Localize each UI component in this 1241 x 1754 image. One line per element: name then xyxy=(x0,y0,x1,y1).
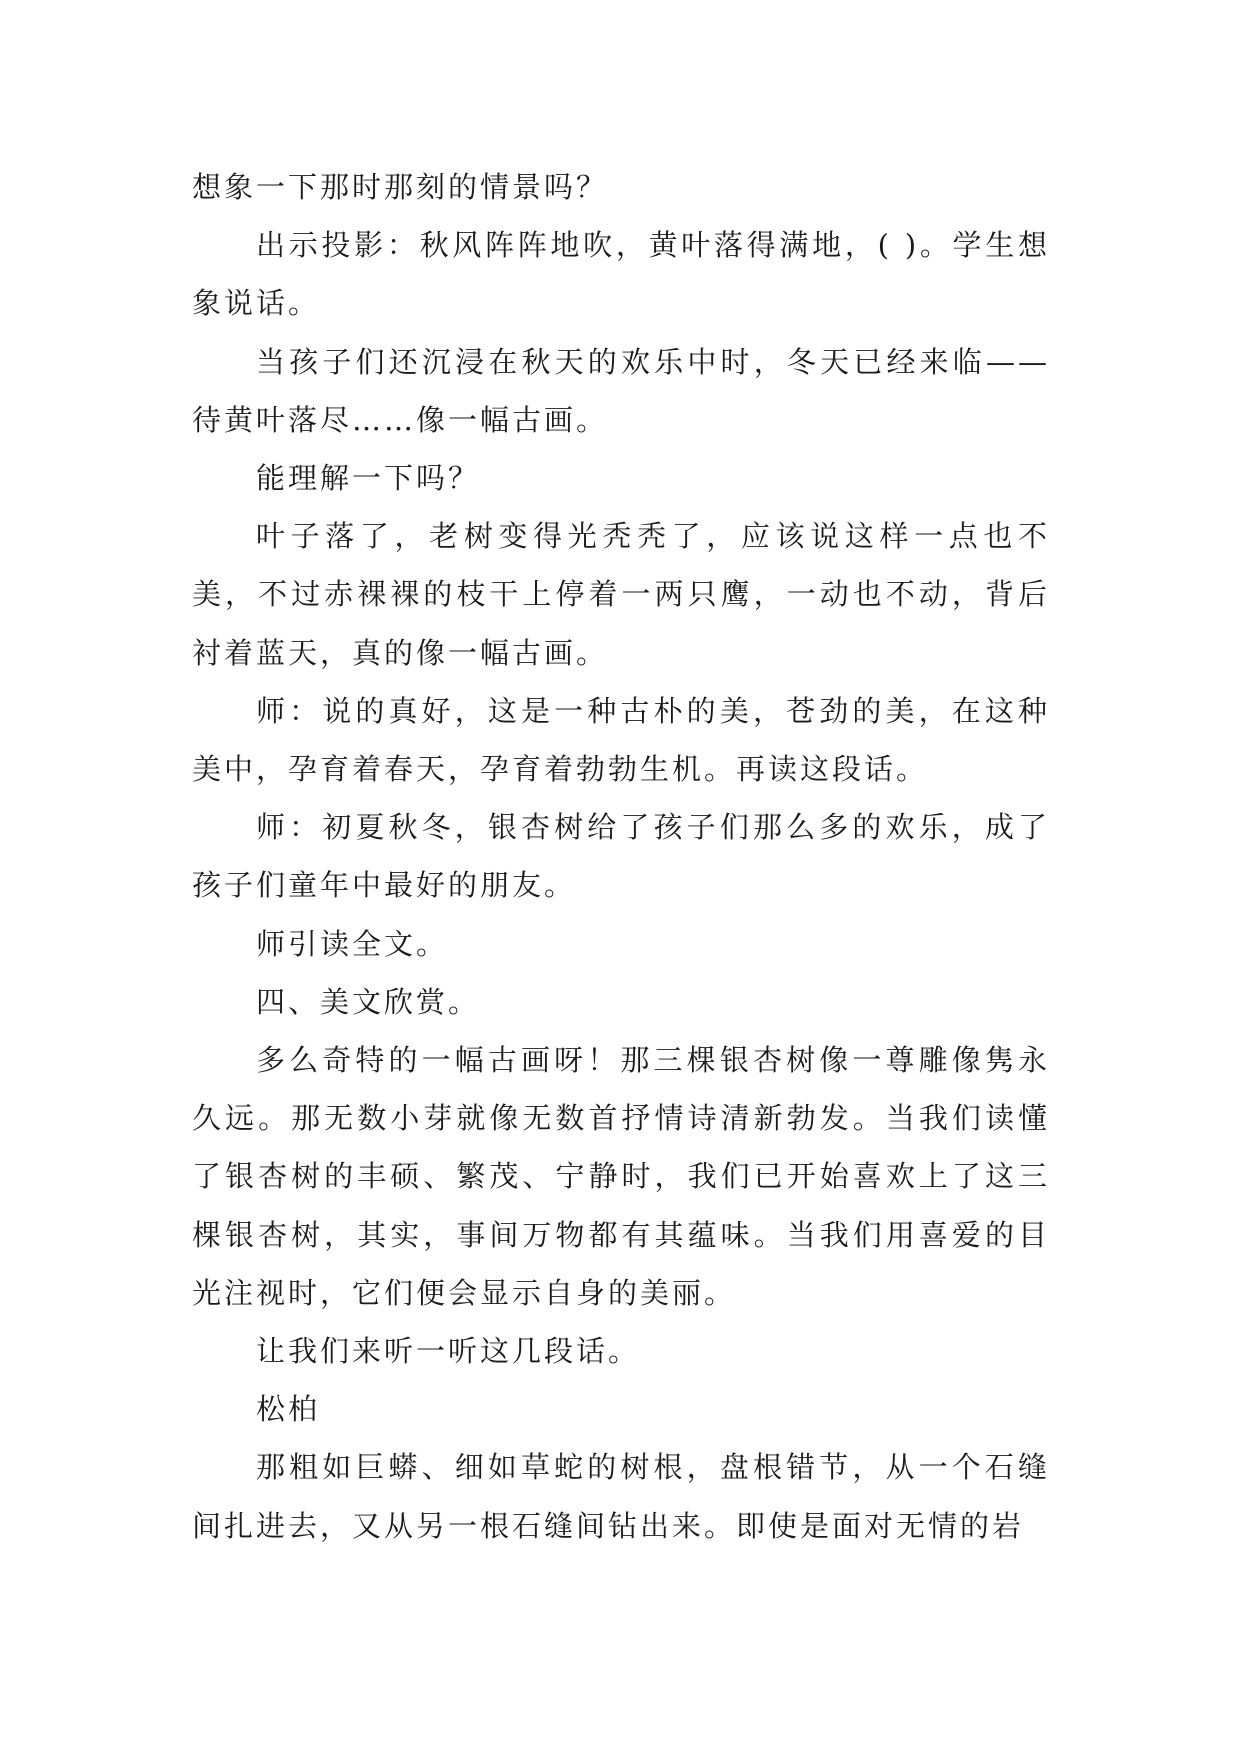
paragraph: 多么奇特的一幅古画呀！那三棵银杏树像一尊雕像隽永久远。那无数小芽就像无数首抒情诗清新勃发。当我们读懂了银杏树的丰硕、繁茂、宁静时，我们已开始喜欢上了这三棵银杏树，其实，事间万物都有其蕴味。当我们用喜爱的目光注视时，它们便会显示自身的美丽。 xyxy=(192,1043,1050,1310)
paragraph: 让我们来听一听这几段话。 xyxy=(256,1334,641,1369)
paragraph: 叶子落了，老树变得光秃秃了，应该说这样一点也不美，不过赤裸裸的枝干上停着一两只鹰，一动也不动，背后衬着蓝天，真的像一幅古画。 xyxy=(192,519,1050,670)
paragraph: 那粗如巨蟒、细如草蛇的树根，盘根错节，从一个石缝间扎进去，又从另一根石缝间钻出来。即使是面对无情的岩 xyxy=(192,1450,1050,1543)
paragraph: 想象一下那时那刻的情景吗？ xyxy=(192,170,609,204)
subheading: 松柏 xyxy=(256,1392,321,1427)
paragraph: 师：说的真好，这是一种古朴的美，苍劲的美，在这种美中，孕育着春天，孕育着勃勃生机。再读这段话。 xyxy=(192,693,1050,787)
paragraph: 出示投影：秋风阵阵地吹，黄叶落得满地，( )。学生想象说话。 xyxy=(192,228,1050,321)
paragraph: 师：初夏秋冬，银杏树给了孩子们那么多的欢乐，成了孩子们童年中最好的朋友。 xyxy=(192,810,1050,903)
paragraph: 当孩子们还沉浸在秋天的欢乐中时，冬天已经来临——待黄叶落尽……像一幅古画。 xyxy=(192,344,1050,437)
document-body xyxy=(192,158,1050,1555)
section-heading: 四、美文欣赏。 xyxy=(256,984,481,1019)
paragraph: 师引读全文。 xyxy=(256,926,449,961)
paragraph: 能理解一下吗？ xyxy=(256,461,481,496)
